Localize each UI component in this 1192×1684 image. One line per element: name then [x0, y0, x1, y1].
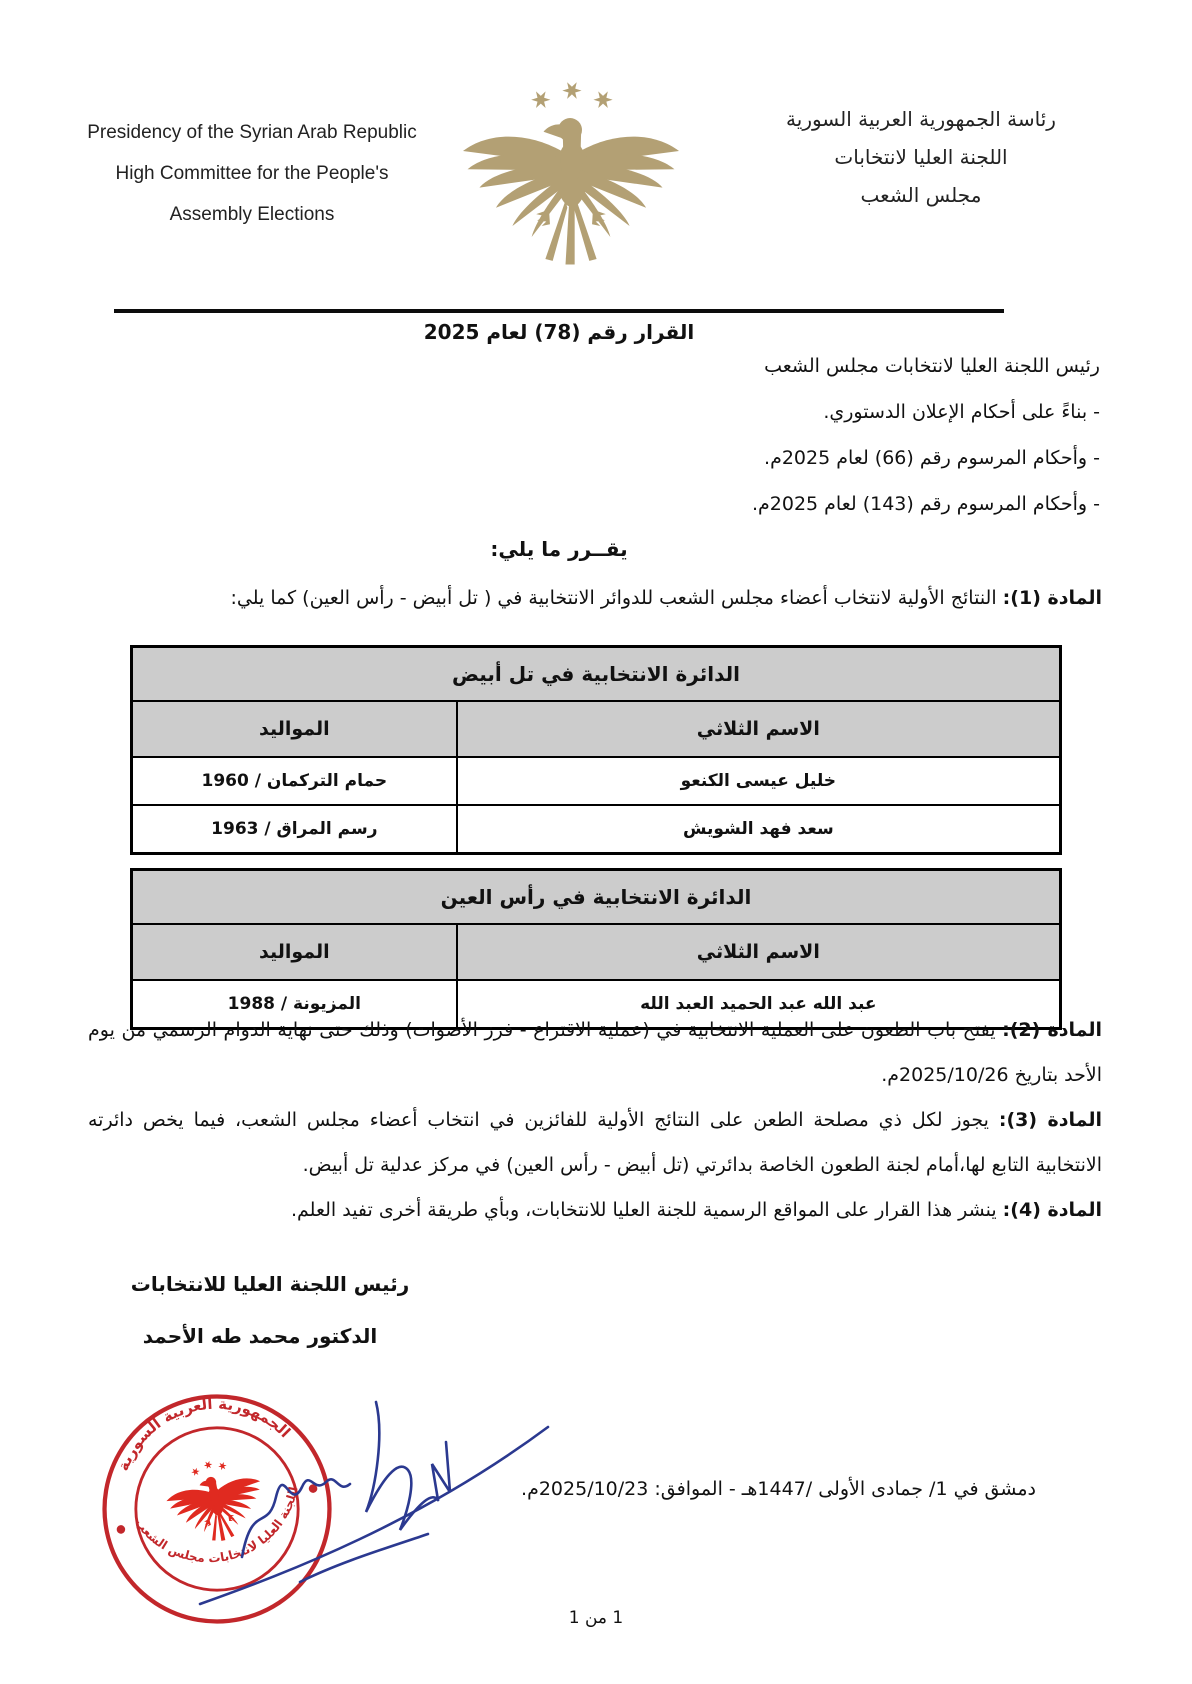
- header-divider: [114, 309, 1004, 313]
- letterhead-english-line: Assembly Elections: [169, 204, 335, 225]
- decree-title: القرار رقم (78) لعام 2025: [423, 320, 695, 344]
- preamble-item: - وأحكام المرسوم رقم (143) لعام 2025م.: [751, 493, 1100, 515]
- signatory-title: رئيس اللجنة العليا للانتخابات: [130, 1272, 410, 1296]
- article-4: [88, 1188, 1102, 1233]
- candidate-birth: المزيونة / 1988: [132, 980, 457, 1029]
- candidate-birth: رسم المراق / 1963: [132, 805, 457, 854]
- decides-heading: يقــرر ما يلي:: [490, 537, 628, 561]
- column-header-name: الاسم الثلاثي: [457, 701, 1061, 757]
- article-3-label: المادة (3):: [998, 1109, 1102, 1131]
- table-header-row: [132, 701, 1061, 757]
- eagle-emblem-icon: [452, 68, 690, 288]
- table-title: الدائرة الانتخابية في رأس العين: [132, 870, 1061, 925]
- signatory-name: الدكتور محمد طه الأحمد: [142, 1324, 378, 1348]
- article-4-label: المادة (4):: [1002, 1199, 1102, 1221]
- page-number: 1 من 1: [568, 1608, 624, 1628]
- results-table-tal-abyad: [130, 645, 1062, 855]
- stamp-text-bottom: اللجنة العليا لانتخابات مجلس الشعب: [132, 1485, 301, 1566]
- table-header-row: [132, 924, 1061, 980]
- results-table-ras-al-ain: [130, 868, 1062, 1030]
- article-2-text: يفتح باب الطعون على العملية الانتخابية في (عملية الاقتراع - فرز الأصوات) وذلك حتى نهاية الدوام الرسمي من يوم الأحد بتاريخ 2025/10/26م.: [88, 1019, 1102, 1086]
- candidate-name: عبد الله عبد الحميد العبد الله: [457, 980, 1061, 1029]
- decree-issuer: رئيس اللجنة العليا لانتخابات مجلس الشعب: [764, 355, 1100, 377]
- letterhead-english-line: High Committee for the People's: [115, 163, 389, 184]
- article-1-label: المادة (1):: [1002, 587, 1102, 609]
- table-title-row: [132, 647, 1061, 702]
- article-1-text: النتائج الأولية لانتخاب أعضاء مجلس الشعب للدوائر الانتخابية في ( تل أبيض - رأس العين) كما يلي:: [230, 587, 1003, 609]
- letterhead-arabic-line: اللجنة العليا لانتخابات: [834, 145, 1008, 169]
- letterhead-english: [68, 112, 436, 235]
- article-1: [88, 576, 1102, 621]
- column-header-birth: المواليد: [132, 924, 457, 980]
- article-4-text: ينشر هذا القرار على المواقع الرسمية للجنة العليا للانتخابات، وبأي طريقة أخرى تفيد العلم.: [290, 1199, 1003, 1221]
- letterhead-arabic: [766, 100, 1076, 214]
- preamble-item: - وأحكام المرسوم رقم (66) لعام 2025م.: [764, 447, 1100, 469]
- table-title-row: [132, 870, 1061, 925]
- article-2: [88, 1008, 1102, 1098]
- stamp-text-top: الجمهورية العربية السورية: [113, 1394, 295, 1474]
- decree-date: دمشق في 1/ جمادى الأولى /1447هـ - الموافق: 2025/10/23م.: [521, 1478, 1036, 1500]
- letterhead-arabic-line: مجلس الشعب: [860, 183, 982, 207]
- handwritten-signature: [180, 1372, 580, 1622]
- table-row: [132, 757, 1061, 805]
- letterhead-english-line: Presidency of the Syrian Arab Republic: [87, 122, 417, 143]
- table-row: [132, 805, 1061, 854]
- letterhead-arabic-line: رئاسة الجمهورية العربية السورية: [786, 107, 1056, 131]
- article-3: [88, 1098, 1102, 1188]
- candidate-name: خليل عيسى الكنعو: [457, 757, 1061, 805]
- column-header-name: الاسم الثلاثي: [457, 924, 1061, 980]
- article-2-label: المادة (2):: [1002, 1019, 1102, 1041]
- table-title: الدائرة الانتخابية في تل أبيض: [132, 647, 1061, 702]
- candidate-name: سعد فهد الشويش: [457, 805, 1061, 854]
- candidate-birth: حمام التركمان / 1960: [132, 757, 457, 805]
- preamble-item: - بناءً على أحكام الإعلان الدستوري.: [823, 401, 1100, 423]
- column-header-birth: المواليد: [132, 701, 457, 757]
- article-3-text: يجوز لكل ذي مصلحة الطعن على النتائج الأولية للفائزين في انتخاب أعضاء مجلس الشعب، فيما يخص دائرته الانتخابية التابع لها،أمام لجنة الطعون الخاصة بدائرتي (تل أبيض - رأس العين) في مركز عدلية تل أبيض.: [88, 1109, 1102, 1176]
